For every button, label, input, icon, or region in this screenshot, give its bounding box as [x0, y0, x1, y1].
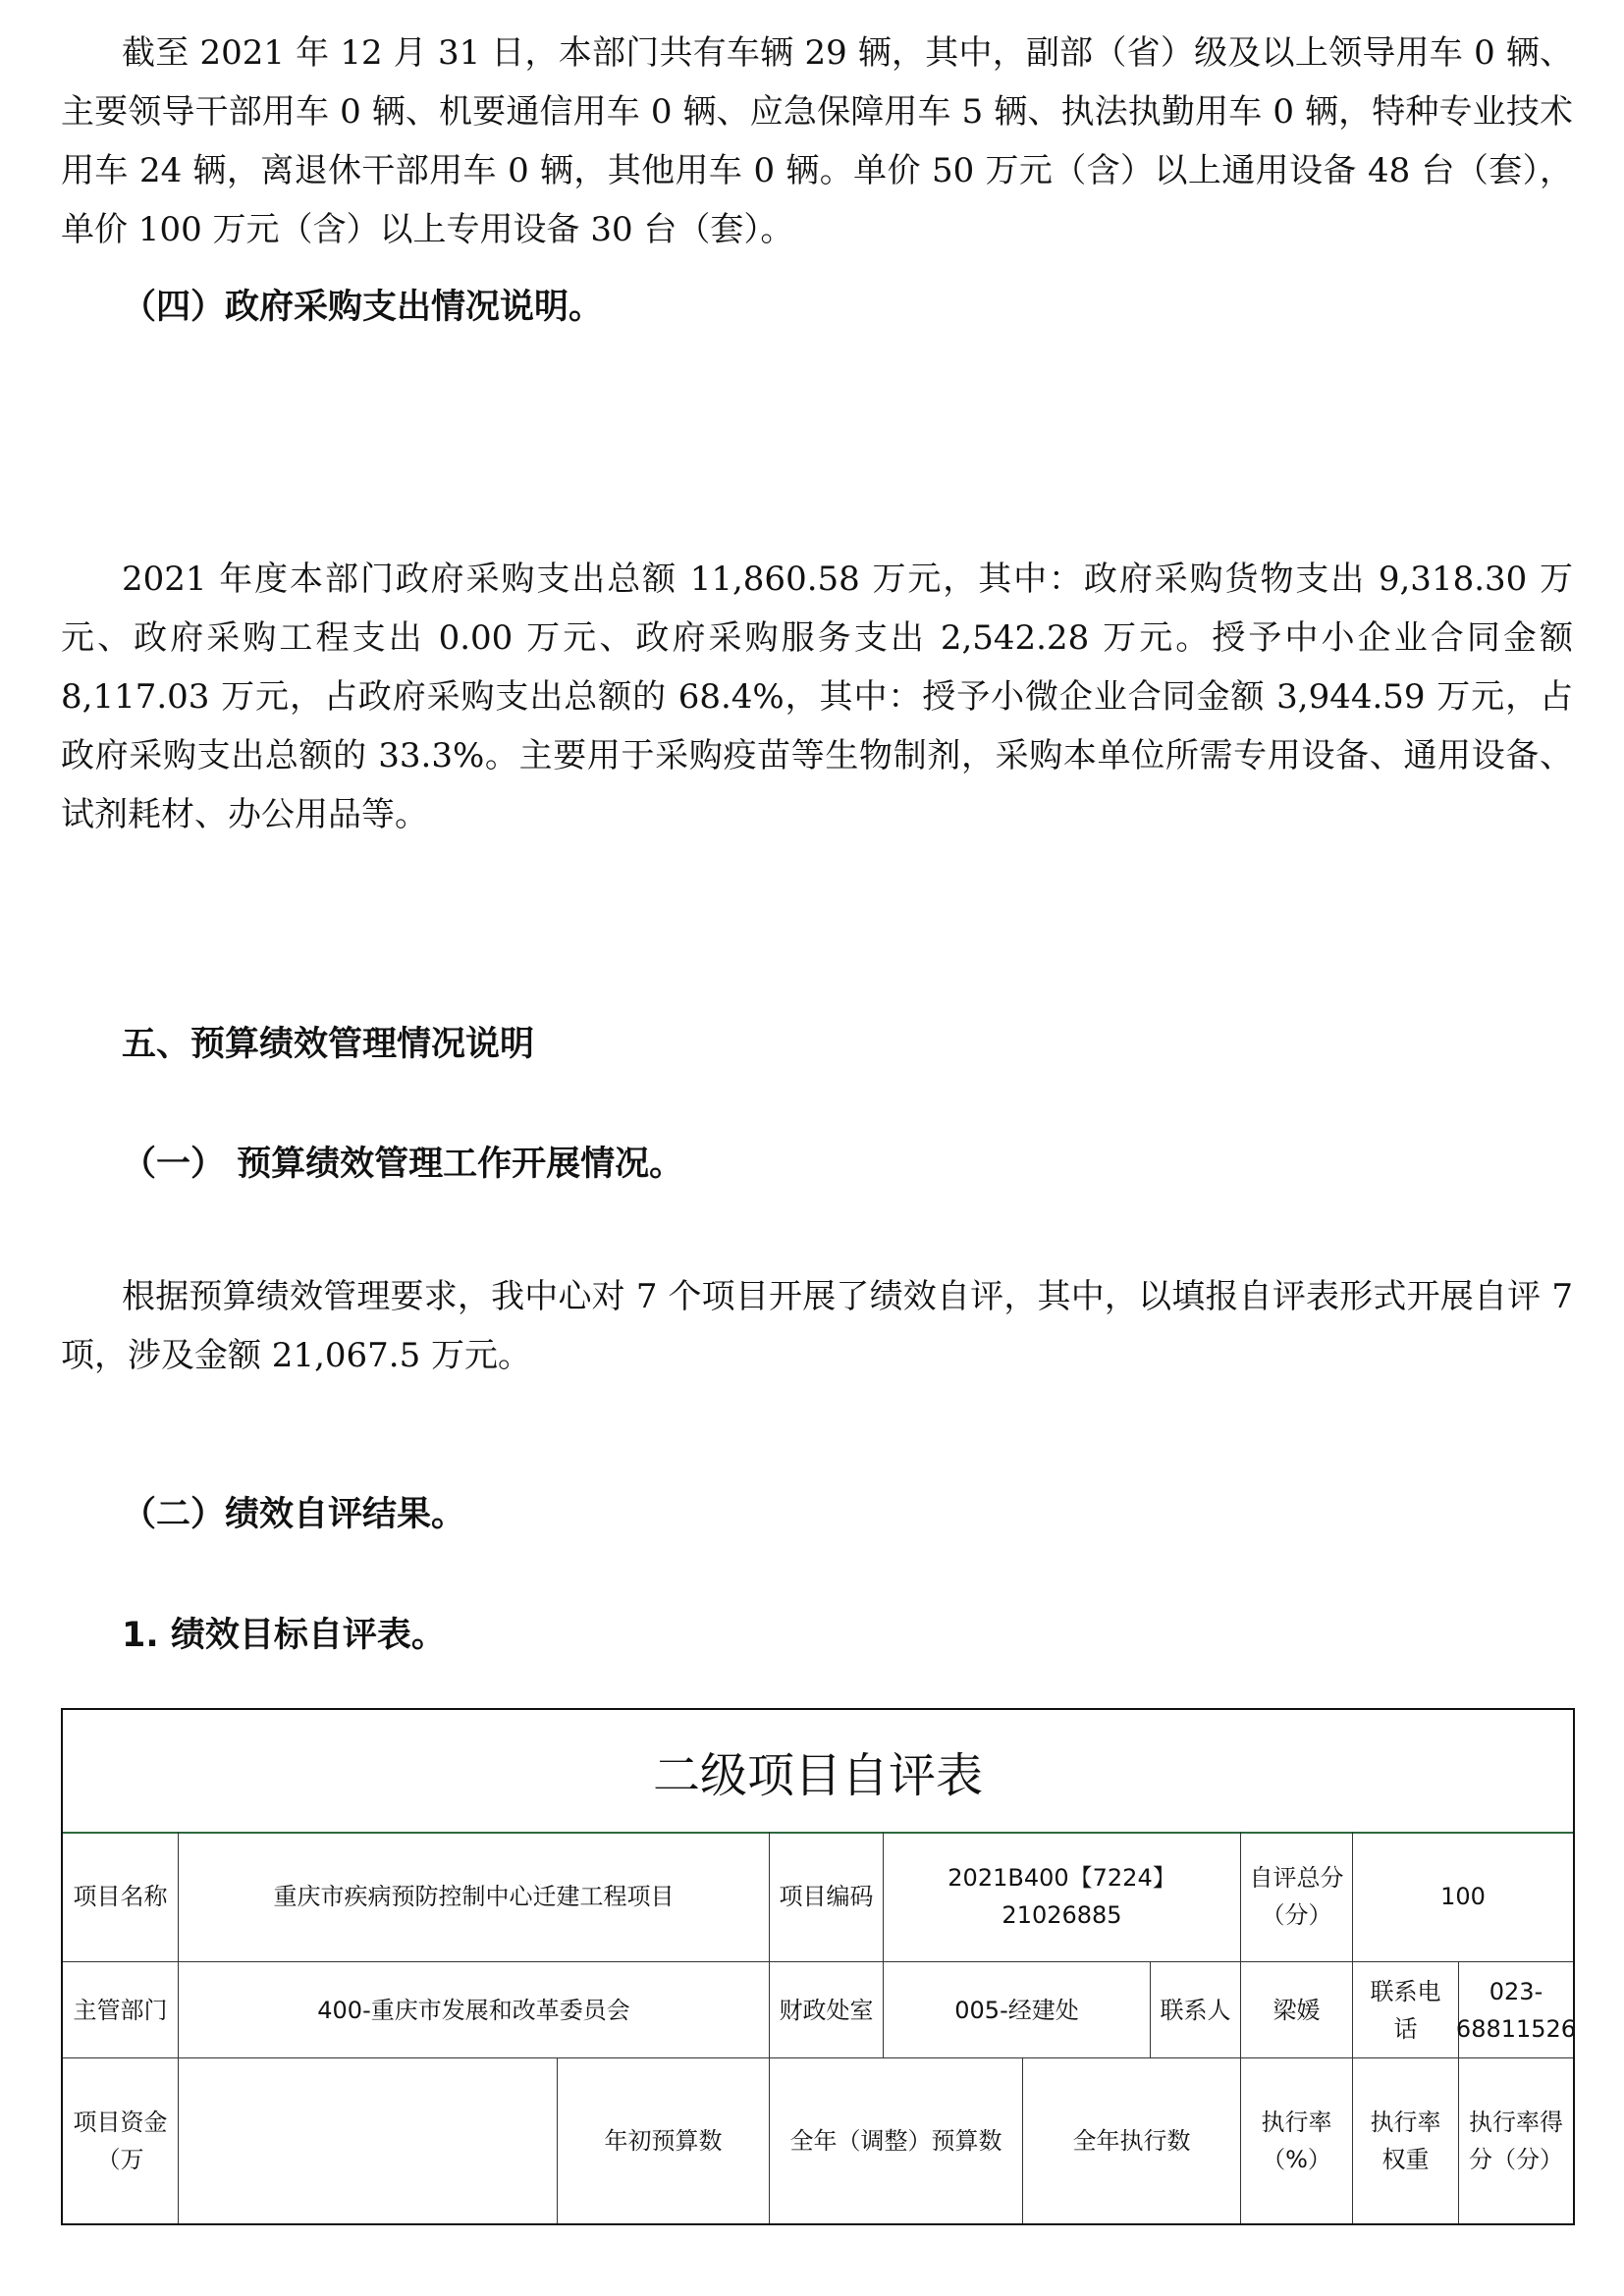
phone-value: 023-68811526 [1459, 1962, 1573, 2058]
heading-results: （二）绩效自评结果。 [122, 1495, 466, 1534]
project-code-label: 项目编码 [770, 1832, 884, 1962]
paragraph-self-eval: 根据预算绩效管理要求，我中心对 7 个项目开展了绩效自评，其中，以填报自评表形式开展自评 7 项，涉及金额 21,067.5 万元。 [61, 1277, 1573, 1375]
total-score-value: 100 [1353, 1832, 1573, 1962]
heading-work: （一） 预算绩效管理工作开展情况。 [122, 1145, 684, 1184]
project-code-value: 2021B400【7224】21026885 [884, 1832, 1241, 1962]
funds-blank [179, 2058, 558, 2223]
finance-label: 财政处室 [770, 1962, 884, 2058]
project-self-evaluation-table [61, 1708, 1575, 2225]
dept-label: 主管部门 [63, 1962, 179, 2058]
heading-table-intro: 1. 绩效目标自评表。 [122, 1616, 446, 1655]
project-name-label: 项目名称 [63, 1832, 179, 1962]
exec-weight-header: 执行率权重 [1353, 2058, 1459, 2223]
project-name-value: 重庆市疾病预防控制中心迁建工程项目 [179, 1832, 770, 1962]
funds-label: 项目资金（万 [63, 2058, 179, 2223]
table-title: 二级项目自评表 [652, 1747, 983, 1803]
phone-label: 联系电话 [1353, 1962, 1459, 2058]
paragraph-procurement: 2021 年度本部门政府采购支出总额 11,860.58 万元，其中：政府采购货物支出 9,318.30 万元、政府采购工程支出 0.00 万元、政府采购服务支出 2,542.28 万元。授予中小企业合同金额 8,117.03 万元，占政府采购支出总额的 68.4%，其中：授予小微企业合同金额 3,944.59 万元，占政府采购支出总额的 33.3%。主要用于采购疫苗等生物制剂，采购本单位所需专用设备、通用设备、试剂耗材、办公用品等。 [61, 560, 1573, 834]
exec-score-header: 执行率得分（分） [1469, 2109, 1563, 2173]
dept-value: 400-重庆市发展和改革委员会 [179, 1962, 770, 2058]
table-title-row [63, 1710, 1573, 1834]
adjusted-budget-header: 全年（调整）预算数 [770, 2058, 1023, 2223]
heading-procurement: （四）政府采购支出情况说明。 [122, 288, 604, 327]
paragraph-vehicles: 截至 2021 年 12 月 31 日，本部门共有车辆 29 辆，其中，副部（省）级及以上领导用车 0 辆、主要领导干部用车 0 辆、机要通信用车 0 辆、应急保障用车 5 辆、执法执勤用车 0 辆，特种专业技术用车 24 辆，离退休干部用车 0 辆，其他用车 0 辆。单价 50 万元（含）以上通用设备 48 台（套），单价 100 万元（含）以上专用设备 30 台（套）。 [61, 33, 1573, 249]
executed-header: 全年执行数 [1023, 2058, 1241, 2223]
initial-budget-header: 年初预算数 [558, 2058, 770, 2223]
heading-section5: 五、预算绩效管理情况说明 [122, 1025, 535, 1064]
contact-label: 联系人 [1151, 1962, 1241, 2058]
exec-rate-header: 执行率（%） [1241, 2058, 1353, 2223]
total-score-label: 自评总分（分） [1241, 1832, 1353, 1962]
finance-value: 005-经建处 [884, 1962, 1151, 2058]
contact-value: 梁媛 [1241, 1962, 1353, 2058]
